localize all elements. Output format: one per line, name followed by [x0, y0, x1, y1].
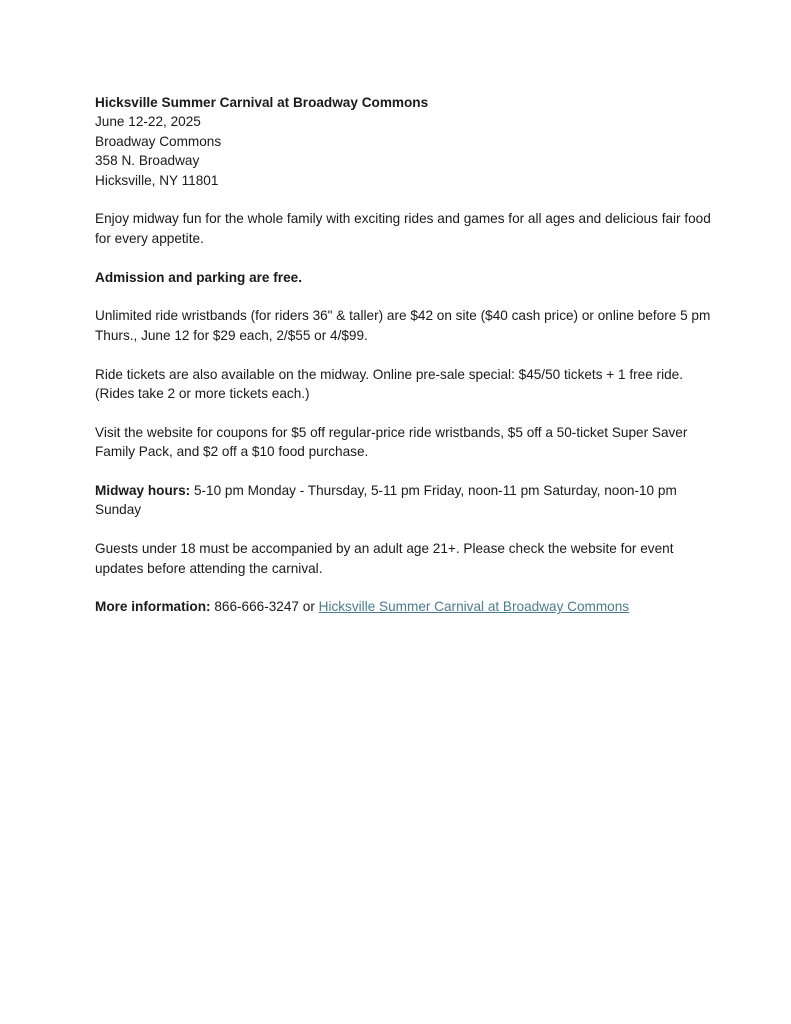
hours-paragraph: [95, 481, 715, 520]
street-address: 358 N. Broadway: [95, 153, 200, 169]
city-address: Hicksville, NY 11801: [95, 172, 219, 188]
header-block: [95, 93, 715, 190]
hours-text: 5-10 pm Monday - Thursday, 5-11 pm Friday, noon-11 pm Saturday, noon-10 pm Sunday: [95, 483, 677, 518]
tickets-paragraph: Ride tickets are also available on the midway. Online pre-sale special: $45/50 tickets + 1 free ride. (Rides take 2 or more tickets each.): [95, 366, 683, 402]
carnival-website-link[interactable]: Hicksville Summer Carnival at Broadway Commons: [318, 599, 630, 615]
guests-paragraph: Guests under 18 must be accompanied by an adult age 21+. Please check the website for event updates before attending the carnival.: [95, 541, 674, 576]
phone-number: 866-666-3247 or: [210, 599, 319, 615]
event-dates: June 12-22, 2025: [95, 114, 201, 130]
coupons-paragraph: Visit the website for coupons for $5 off regular-price ride wristbands, $5 off a 50-ticket Super Saver Family Pack, and $2 off a $10 food purchase.: [95, 424, 688, 460]
event-title: Hicksville Summer Carnival at Broadway Commons: [95, 95, 429, 110]
more-info-paragraph: [95, 597, 715, 616]
more-info-label: More information:: [95, 599, 211, 615]
document-page: [95, 93, 715, 636]
admission-paragraph: Admission and parking are free.: [95, 269, 302, 285]
hours-label: Midway hours:: [95, 483, 191, 499]
intro-paragraph: Enjoy midway fun for the whole family with exciting rides and games for all ages and delicious fair food for every appetite.: [95, 211, 711, 246]
venue-name: Broadway Commons: [95, 133, 222, 149]
wristbands-paragraph: Unlimited ride wristbands (for riders 36" & taller) are $42 on site ($40 cash price) or online before 5 pm Thurs., June 12 for $29 each, 2/$55 or 4/$99.: [95, 308, 711, 343]
